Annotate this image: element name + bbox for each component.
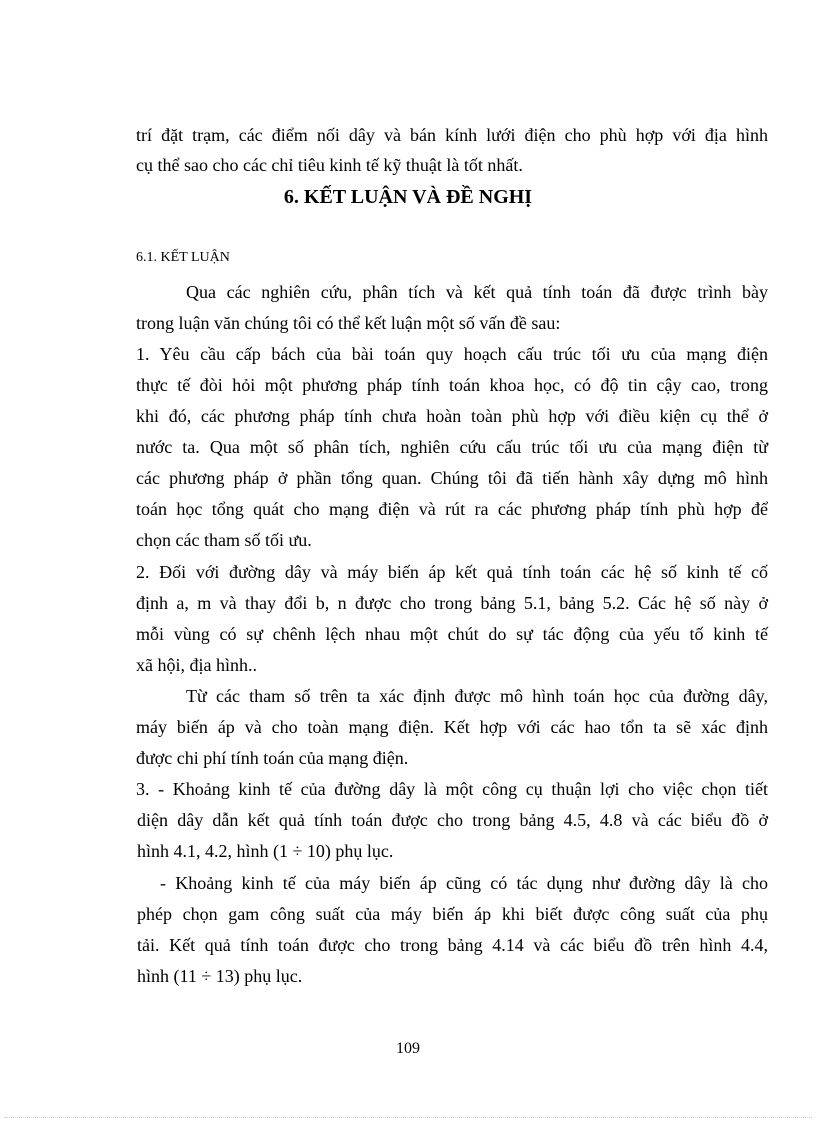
body-line-20: - Khoảng kinh tế của máy biến áp cũng có tác dụng như đường dây là cho [160,873,768,893]
body-line-21: phép chọn gam công suất của máy biến áp khi biết được công suất của phụ [137,904,768,924]
body-line-9: chọn các tham số tối ưu. [136,530,312,550]
body-line-13: xã hội, địa hình.. [136,655,257,675]
body-line-18: diện dây dẫn kết quả tính toán được cho trong bảng 4.5, 4.8 và các biểu đồ ở [137,810,768,830]
body-line-11: định a, m và thay đổi b, n được cho trong bảng 5.1, bảng 5.2. Các hệ số này ở [136,593,768,613]
body-line-23: hình (11 ÷ 13) phụ lục. [137,966,303,986]
body-line-2: trong luận văn chúng tôi có thể kết luận một số vấn đề sau: [136,313,561,333]
body-line-12: mỗi vùng có sự chênh lệch nhau một chút do sự tác động của yếu tố kinh tế [136,624,768,644]
body-line-17: 3. - Khoảng kinh tế của đường dây là một công cụ thuận lợi cho việc chọn tiết [136,779,768,799]
page-bottom-rule [4,1117,812,1118]
body-line-15: máy biến áp và cho toàn mạng điện. Kết hợp với các hao tổn ta sẽ xác định [136,717,768,737]
body-line-10: 2. Đối với đường dây và máy biến áp kết quả tính toán các hệ số kinh tế cố [136,562,768,582]
body-line-3: 1. Yêu cầu cấp bách của bài toán quy hoạch cấu trúc tối ưu của mạng điện [136,344,768,364]
section-heading: 6. KẾT LUẬN VÀ ĐỀ NGHỊ [283,186,533,208]
body-line-6: nước ta. Qua một số phân tích, nghiên cứu cấu trúc tối ưu của mạng điện từ [136,437,768,457]
body-line-8: toán học tổng quát cho mạng điện và rút ra các phương pháp tính phù hợp để [136,499,768,519]
intro-line-2: cụ thể sao cho các chỉ tiêu kinh tế kỹ thuật là tốt nhất. [136,155,523,175]
subsection-heading: 6.1. KẾT LUẬN [136,250,230,265]
intro-line-1: trí đặt trạm, các điểm nối dây và bán kính lưới điện cho phù hợp với địa hình [136,125,768,145]
body-line-22: tải. Kết quả tính toán được cho trong bảng 4.14 và các biểu đồ trên hình 4.4, [137,935,768,955]
body-line-4: thực tế đòi hỏi một phương pháp tính toán khoa học, có độ tin cậy cao, trong [136,375,768,395]
body-line-14: Từ các tham số trên ta xác định được mô hình toán học của đường dây, [186,686,768,706]
body-line-19: hình 4.1, 4.2, hình (1 ÷ 10) phụ lục. [137,841,394,861]
body-line-5: khi đó, các phương pháp tính chưa hoàn toàn phù hợp với điều kiện cụ thể ở [136,406,768,426]
body-line-7: các phương pháp ở phần tổng quan. Chúng tôi đã tiến hành xây dựng mô hình [136,468,768,488]
body-line-1: Qua các nghiên cứu, phân tích và kết quả tính toán đã được trình bày [186,282,768,302]
page-number: 109 [396,1040,420,1057]
body-line-16: được chi phí tính toán của mạng điện. [136,748,409,768]
